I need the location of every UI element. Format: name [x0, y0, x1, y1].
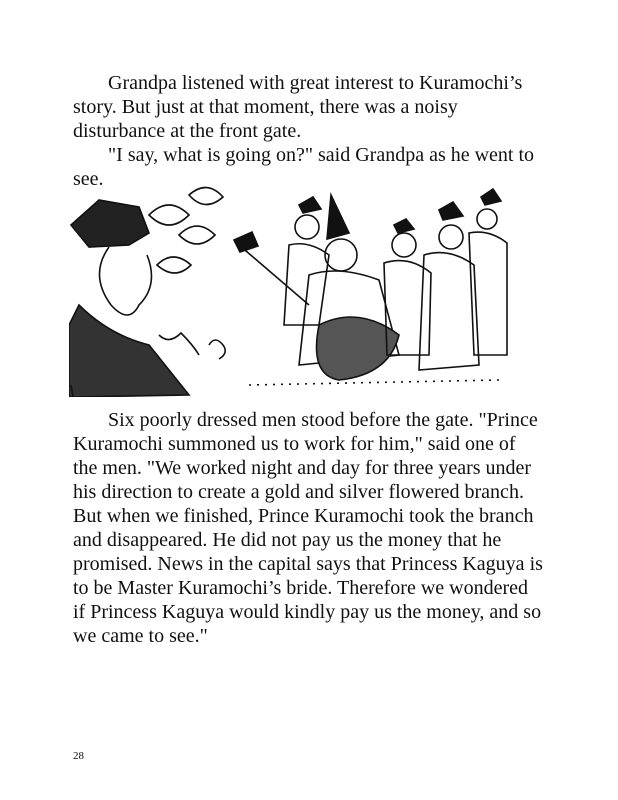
paragraph-1: Grandpa listened with great interest to Kuramochi’s story. But just at that moment, there was a noisy disturbance at the front gate. [73, 72, 523, 142]
page-number: 28 [73, 750, 84, 762]
story-illustration [69, 185, 509, 397]
text-block-top [73, 71, 543, 191]
paragraph-2: "I say, what is going on?" said Grandpa as he went to see. [73, 144, 535, 190]
text-block-bottom [73, 408, 543, 648]
paragraph-3: Six poorly dressed men stood before the gate. "Prince Kuramochi summoned us to work for him," said one of the men. "We worked night and day for three years under his direction to create a gold and silver flowered branch. But when we finished, Prince Kuramochi took the branch and disappeared. He did not pay us the money that he promised. News in the capital says that Princess Kaguya is to be Master Kuramochi’s bride. Therefore we wondered if Princess Kaguya would kindly pay us the money, and so we came to see." [73, 409, 543, 647]
